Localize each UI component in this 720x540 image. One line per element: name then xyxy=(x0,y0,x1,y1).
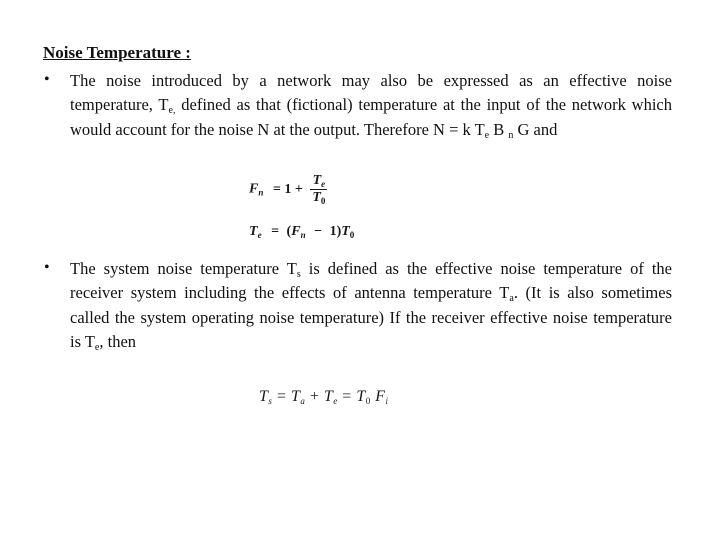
paragraph-text: G and xyxy=(513,119,558,139)
subscript: a xyxy=(509,293,514,305)
paragraph-text: B xyxy=(489,119,509,139)
subscript: n xyxy=(508,129,514,141)
subscript: e xyxy=(484,129,490,141)
paragraph-text: The system noise temperature T xyxy=(70,259,297,278)
paragraph-text: The noise introduced by a network may also be expressed as an effective noise temperature, T xyxy=(70,71,672,115)
paragraph-text: . (It is also sometimes called the system operating noise temperature) If the receiver effective noise temperature is T xyxy=(70,283,673,351)
page-title: Noise Temperature : xyxy=(43,43,191,62)
bullet-paragraph xyxy=(70,257,672,354)
subscript: s xyxy=(296,269,301,280)
subscript: e xyxy=(94,341,100,353)
equation-effective-temperature: $T_e = (F_n - 1)T_0$ xyxy=(249,224,355,240)
equation-noise-figure: $F_n = 1$ + $\frac{T_e}{T_0}$ xyxy=(249,173,326,206)
equation-system-temperature: Ts = Ta + Te = T0 Fi xyxy=(259,388,389,406)
bullet-marker: • xyxy=(44,71,50,88)
bullet-paragraph xyxy=(70,69,672,142)
paragraph-text: defined as that (fictional) temperature at the input of the network which would account for the noise N at the output. Therefore N = k T xyxy=(70,95,672,139)
paragraph-text: is defined as the effective noise temperature of the receiver system including the effects of antenna temperature T xyxy=(70,259,672,303)
paragraph-text: , then xyxy=(99,331,137,351)
bullet-marker: • xyxy=(44,259,50,276)
subscript: e, xyxy=(168,105,176,117)
